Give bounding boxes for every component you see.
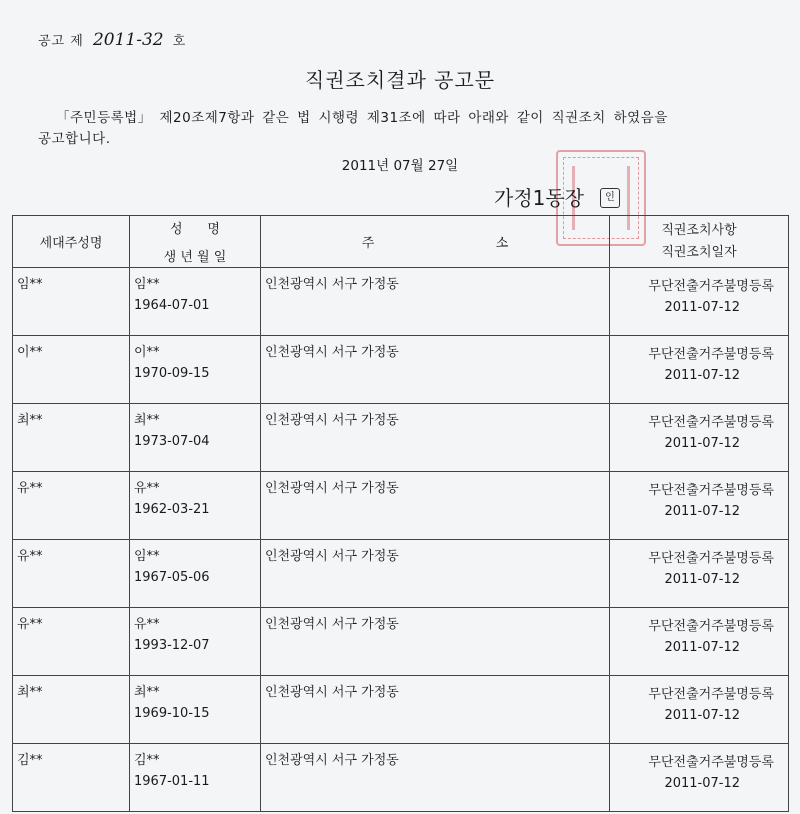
notice-number-handwritten: 2011-32: [92, 30, 164, 50]
cell-birth: 1973-07-04: [134, 434, 210, 449]
notice-body-line-1: 「주민등록법」 제20조제7항과 같은 법 시행령 제31조에 따라 아래와 같이 직권조치 하였음을: [56, 110, 668, 126]
cell-name: 최**: [134, 685, 160, 700]
cell-name-birth: [130, 676, 261, 744]
cell-action-text: 무단전출거주불명등록: [648, 415, 774, 430]
cell-birth: 1962-03-21: [134, 502, 210, 517]
cell-action-text: 무단전출거주불명등록: [648, 483, 774, 498]
table-row: [13, 404, 789, 472]
cell-address: 인천광역시 서구 가정동: [261, 744, 610, 812]
cell-address: 인천광역시 서구 가정동: [261, 404, 610, 472]
header-name: 성 명: [170, 222, 220, 237]
signature-mark: 인: [600, 188, 620, 208]
header-address: [261, 216, 610, 268]
header-birth: 생 년 월 일: [163, 250, 227, 265]
cell-action-date: 2011-07-12: [664, 708, 740, 723]
cell-household: 최**: [13, 676, 130, 744]
table-row: [13, 540, 789, 608]
table-row: [13, 676, 789, 744]
cell-action-text: 무단전출거주불명등록: [648, 619, 774, 634]
header-address-1: 주: [361, 236, 375, 251]
cell-birth: 1967-05-06: [134, 570, 210, 585]
cell-name-birth: [130, 404, 261, 472]
header-action-1: 직권조치사항: [661, 222, 737, 238]
cell-address: 인천광역시 서구 가정동: [261, 472, 610, 540]
action-table-wrapper: [12, 215, 788, 791]
cell-name: 이**: [134, 345, 160, 360]
cell-name-birth: [130, 744, 261, 812]
cell-action-text: 무단전출거주불명등록: [648, 687, 774, 702]
cell-birth: 1993-12-07: [134, 638, 210, 653]
notice-date: 2011년 07월 27일: [341, 158, 459, 174]
action-table: [12, 215, 789, 812]
page-title: 직권조치결과 공고문: [304, 68, 496, 92]
cell-action-text: 무단전출거주불명등록: [648, 755, 774, 770]
cell-address: 인천광역시 서구 가정동: [261, 268, 610, 336]
table-row: [13, 336, 789, 404]
header-action: [610, 216, 789, 268]
cell-name-birth: [130, 608, 261, 676]
notice-body-line-2: 공고합니다.: [38, 131, 111, 147]
cell-household: 이**: [13, 336, 130, 404]
cell-household: 유**: [13, 472, 130, 540]
cell-action: [610, 472, 789, 540]
cell-name: 임**: [134, 277, 160, 292]
table-header-row: [13, 216, 789, 268]
header-address-2: 소: [495, 236, 509, 251]
notice-body: [38, 108, 738, 150]
cell-action-date: 2011-07-12: [664, 504, 740, 519]
cell-action-date: 2011-07-12: [664, 640, 740, 655]
header-name-birth: [130, 216, 261, 268]
cell-action-date: 2011-07-12: [664, 368, 740, 383]
cell-household: 유**: [13, 540, 130, 608]
cell-name-birth: [130, 268, 261, 336]
cell-action-text: 무단전출거주불명등록: [648, 347, 774, 362]
cell-address: 인천광역시 서구 가정동: [261, 676, 610, 744]
header-household: 세대주성명: [13, 216, 130, 268]
cell-household: 임**: [13, 268, 130, 336]
table-row: [13, 472, 789, 540]
cell-household: 최**: [13, 404, 130, 472]
cell-action: [610, 268, 789, 336]
cell-action-date: 2011-07-12: [664, 572, 740, 587]
table-row: [13, 268, 789, 336]
cell-action: [610, 540, 789, 608]
cell-name-birth: [130, 540, 261, 608]
notice-number-prefix: 공고 제: [38, 34, 84, 49]
cell-birth: 1967-01-11: [134, 774, 210, 789]
cell-address: 인천광역시 서구 가정동: [261, 540, 610, 608]
cell-action: [610, 404, 789, 472]
cell-birth: 1970-09-15: [134, 366, 210, 381]
cell-action: [610, 608, 789, 676]
cell-birth: 1964-07-01: [134, 298, 210, 313]
cell-action: [610, 336, 789, 404]
cell-name: 김**: [134, 753, 160, 768]
cell-name: 임**: [134, 549, 160, 564]
cell-action-text: 무단전출거주불명등록: [648, 279, 774, 294]
cell-household: 유**: [13, 608, 130, 676]
cell-name-birth: [130, 472, 261, 540]
cell-action-date: 2011-07-12: [664, 776, 740, 791]
cell-action-date: 2011-07-12: [664, 300, 740, 315]
notice-number-suffix: 호: [172, 34, 187, 49]
cell-name-birth: [130, 336, 261, 404]
header-action-2: 직권조치일자: [661, 244, 737, 260]
cell-action: [610, 676, 789, 744]
cell-address: 인천광역시 서구 가정동: [261, 336, 610, 404]
table-row: [13, 744, 789, 812]
cell-action: [610, 744, 789, 812]
cell-household: 김**: [13, 744, 130, 812]
cell-action-date: 2011-07-12: [664, 436, 740, 451]
notice-number: [38, 30, 186, 50]
cell-address: 인천광역시 서구 가정동: [261, 608, 610, 676]
signer-title: 가정1동장: [494, 186, 585, 210]
cell-birth: 1969-10-15: [134, 706, 210, 721]
table-row: [13, 608, 789, 676]
cell-name: 유**: [134, 617, 160, 632]
cell-name: 최**: [134, 413, 160, 428]
cell-name: 유**: [134, 481, 160, 496]
cell-action-text: 무단전출거주불명등록: [648, 551, 774, 566]
